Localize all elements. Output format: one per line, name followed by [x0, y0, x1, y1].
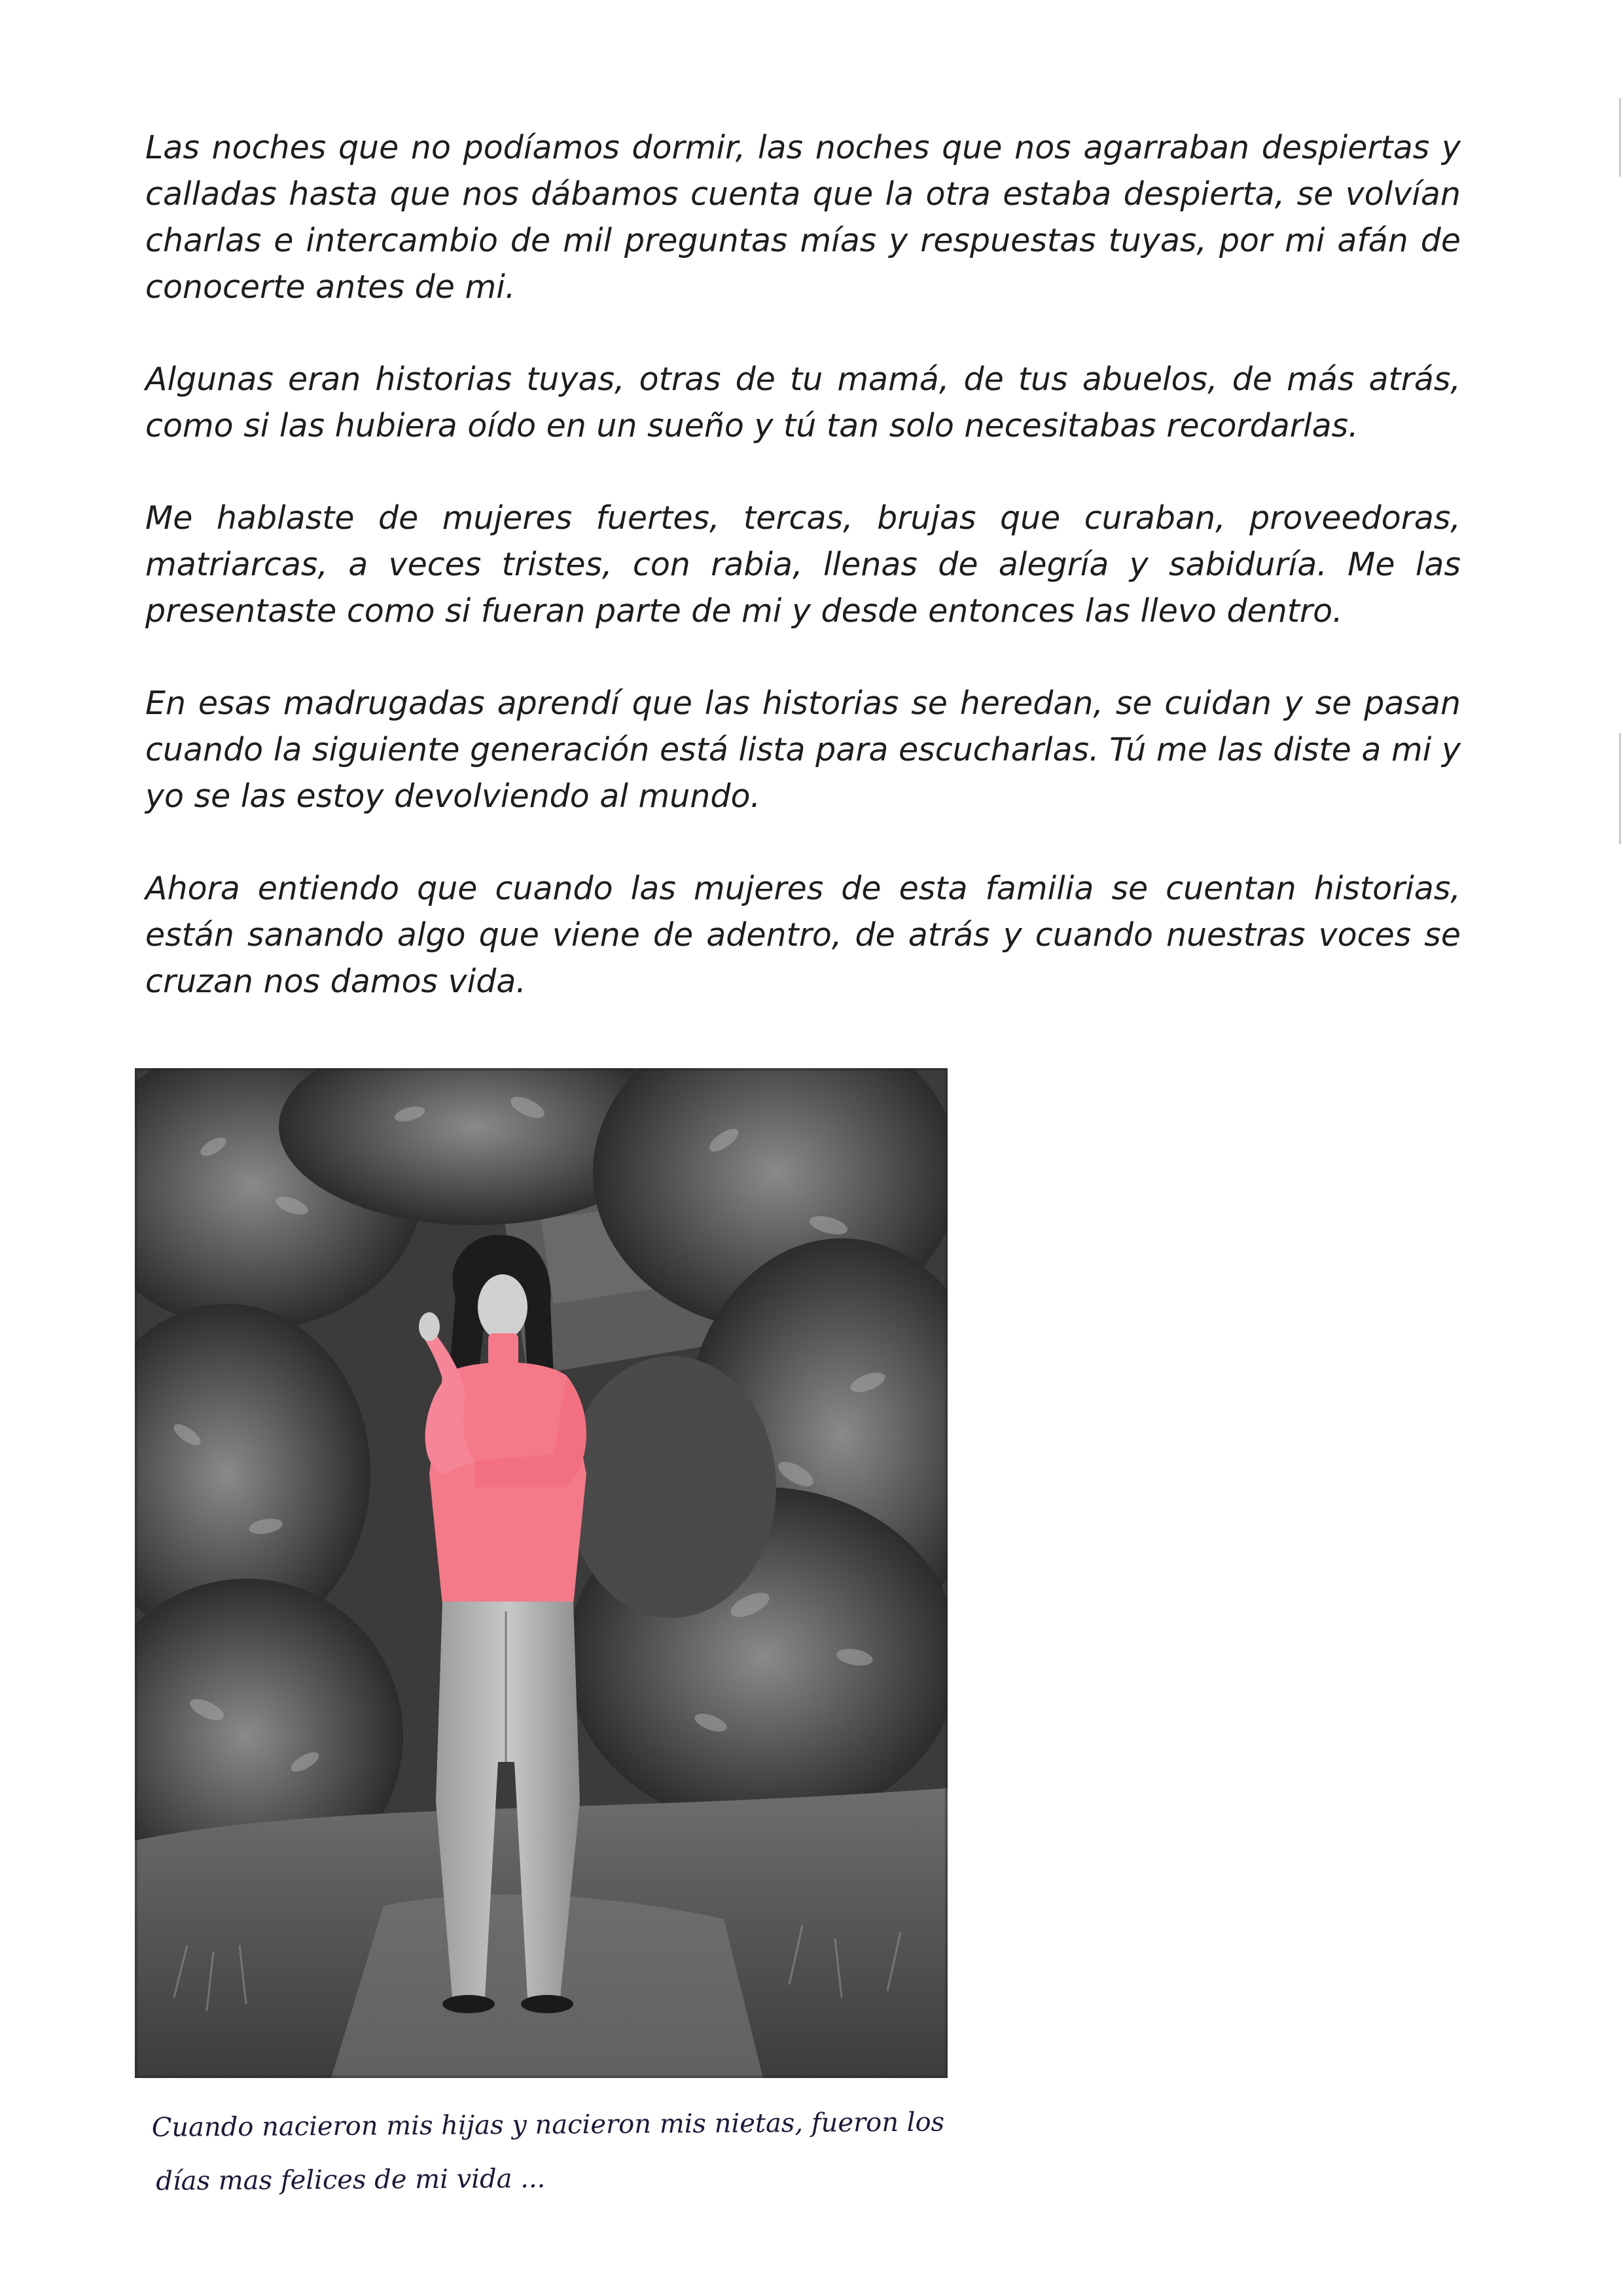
page-edge-rule-top: [1619, 98, 1621, 177]
family-photo: [135, 1068, 948, 2078]
caption-line-1: Cuando nacieron mis hijas y nacieron mis nietas, fueron los: [151, 2107, 945, 2143]
page-edge-rule-bottom: [1619, 733, 1621, 844]
paragraph-3: Me hablaste de mujeres fuertes, tercas, brujas que curaban, proveedoras, matriarcas, a veces tristes, con rabia, llenas de alegría y sabiduría. Me las presentaste como si fueran parte de mi y desde entonces las llevo dentro.: [145, 499, 1461, 630]
handwritten-caption: [151, 2094, 1068, 2208]
caption-line-2: días mas felices de mi vida ...: [156, 2163, 546, 2197]
paragraph-4: En esas madrugadas aprendí que las historias se heredan, se cuidan y se pasan cuando la siguiente generación está lista para escucharlas. Tú me las diste a mi y yo se las estoy devolviendo al mundo.: [145, 685, 1461, 815]
paragraph-5: Ahora entiendo que cuando las mujeres de esta familia se cuentan historias, están sanando algo que viene de adentro, de atrás y cuando nuestras voces se cruzan nos damos vida.: [145, 870, 1461, 1000]
paragraph-1: Las noches que no podíamos dormir, las noches que nos agarraban despiertas y calladas hasta que nos dábamos cuenta que la otra estaba despierta, se volvían charlas e intercambio de mil preguntas mías y respuestas tuyas, por mi afán de conocerte antes de mi.: [145, 129, 1461, 306]
paragraph-2: Algunas eran historias tuyas, otras de tu mamá, de tus abuelos, de más atrás, como si las hubiera oído en un sueño y tú tan solo necesitabas recordarlas.: [145, 361, 1461, 444]
body-text: [145, 124, 1461, 1050]
